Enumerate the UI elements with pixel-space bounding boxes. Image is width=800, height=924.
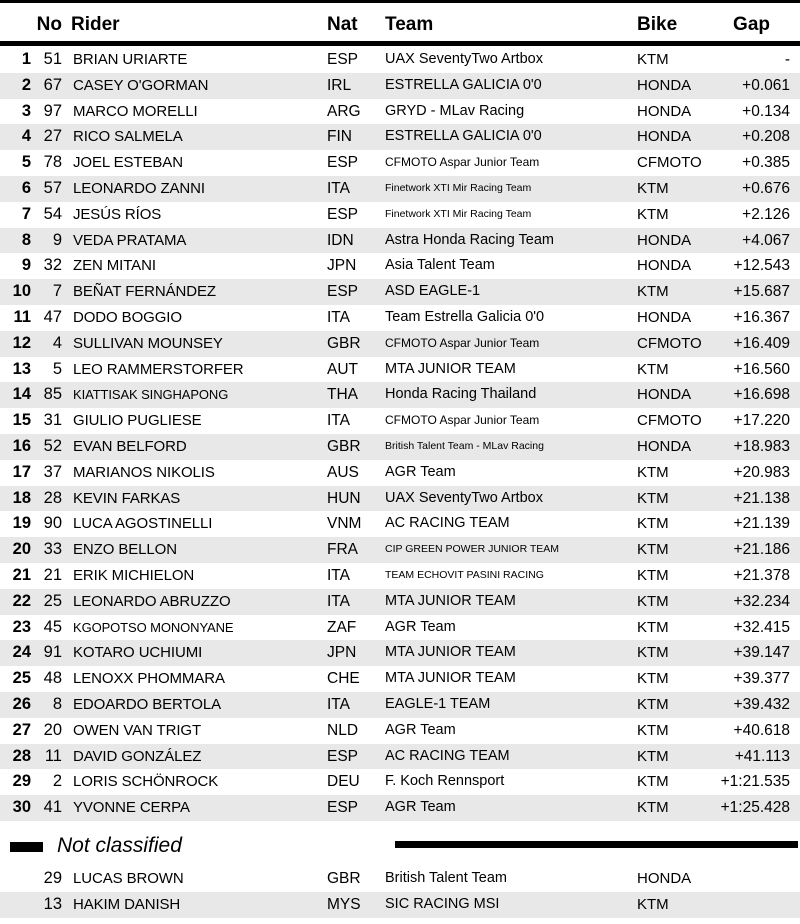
- team-cell: ESTRELLA GALICIA 0'0: [385, 128, 542, 145]
- position-cell: 15: [12, 411, 31, 430]
- position-cell: 17: [12, 462, 31, 481]
- table-row: [0, 615, 800, 641]
- position-cell: 20: [12, 540, 31, 559]
- table-row: [0, 279, 800, 305]
- rider-number-cell: 20: [43, 720, 62, 739]
- gap-cell: +0.385: [742, 154, 790, 172]
- gap-cell: +0.061: [742, 76, 790, 94]
- bike-cell: HONDA: [637, 386, 692, 404]
- bike-cell: KTM: [637, 618, 669, 636]
- position-cell: 21: [12, 565, 31, 584]
- table-row: [0, 718, 800, 744]
- team-cell: ESTRELLA GALICIA 0'0: [385, 76, 542, 93]
- position-cell: 11: [13, 307, 31, 326]
- rider-name-cell: KIATTISAK SINGHAPONG: [73, 387, 229, 403]
- header-rule: [0, 41, 800, 46]
- rider-name-cell: OWEN VAN TRIGT: [73, 721, 202, 739]
- table-row: [0, 537, 800, 563]
- bike-cell: HONDA: [637, 231, 692, 249]
- not-classified-rows: [0, 866, 800, 918]
- rider-name-cell: LORIS SCHÖNROCK: [73, 773, 219, 791]
- header-bike: Bike: [637, 14, 678, 35]
- position-cell: [0, 866, 31, 892]
- table-row: [0, 408, 800, 434]
- table-row: [0, 253, 800, 279]
- position-cell: 29: [12, 772, 31, 791]
- table-row: [0, 769, 800, 795]
- gap-cell: +16.560: [733, 360, 790, 378]
- position-cell: 22: [12, 591, 31, 610]
- rider-name-cell: LEO RAMMERSTORFER: [73, 360, 244, 378]
- rider-name-cell: YVONNE CERPA: [73, 799, 190, 817]
- team-cell: AGR Team: [385, 799, 456, 816]
- rider-number-cell: 13: [43, 894, 62, 913]
- rider-name-cell: JESÚS RÍOS: [73, 205, 162, 223]
- team-cell: MTA JUNIOR TEAM: [385, 360, 516, 377]
- position-cell: 25: [12, 669, 31, 688]
- gap-cell: +39.432: [733, 695, 790, 713]
- bike-cell: KTM: [637, 644, 669, 662]
- nationality-cell: VNM: [327, 515, 362, 533]
- nationality-cell: CHE: [327, 670, 360, 688]
- position-cell: [0, 892, 31, 918]
- team-cell: CIP GREEN POWER JUNIOR TEAM: [385, 543, 560, 556]
- team-cell: SIC RACING MSI: [385, 895, 500, 912]
- table-row: [0, 589, 800, 615]
- header-nat: Nat: [327, 14, 358, 35]
- rider-name-cell: DODO BOGGIO: [73, 308, 182, 326]
- team-cell: TEAM ECHOVIT PASINI RACING: [385, 568, 544, 581]
- section-bar: [395, 841, 798, 848]
- table-row: [0, 692, 800, 718]
- bike-cell: HONDA: [637, 102, 692, 120]
- team-cell: AC RACING TEAM: [385, 747, 510, 764]
- gap-cell: +39.147: [733, 644, 790, 662]
- gap-cell: +32.415: [733, 618, 790, 636]
- position-cell: 28: [12, 746, 31, 765]
- team-cell: AC RACING TEAM: [385, 515, 510, 532]
- table-row: [0, 331, 800, 357]
- rider-number-cell: 8: [52, 694, 62, 713]
- nationality-cell: MYS: [327, 895, 361, 913]
- gap-cell: +18.983: [733, 437, 790, 455]
- rider-number-cell: 2: [52, 772, 62, 791]
- nationality-cell: HUN: [327, 489, 361, 507]
- nationality-cell: AUS: [327, 463, 359, 481]
- nationality-cell: ITA: [327, 592, 350, 610]
- rider-name-cell: BRIAN URIARTE: [73, 51, 188, 68]
- table-row: [0, 305, 800, 331]
- bike-cell: KTM: [637, 895, 669, 913]
- table-row: [0, 228, 800, 254]
- nationality-cell: ZAF: [327, 618, 357, 636]
- team-cell: CFMOTO Aspar Junior Team: [385, 413, 540, 428]
- gap-cell: +2.126: [742, 205, 790, 223]
- rider-number-cell: 25: [43, 591, 62, 610]
- position-cell: 24: [12, 643, 31, 662]
- nationality-cell: JPN: [327, 257, 357, 275]
- bike-cell: HONDA: [637, 128, 692, 146]
- position-cell: 13: [12, 359, 31, 378]
- nationality-cell: ESP: [327, 799, 359, 817]
- position-cell: 23: [12, 617, 31, 636]
- bike-cell: KTM: [637, 592, 669, 610]
- nationality-cell: NLD: [327, 721, 359, 739]
- bike-cell: KTM: [637, 566, 669, 584]
- rider-name-cell: SULLIVAN MOUNSEY: [73, 334, 223, 352]
- nationality-cell: ARG: [327, 102, 361, 120]
- rider-name-cell: EVAN BELFORD: [73, 437, 187, 455]
- bike-cell: KTM: [637, 721, 669, 739]
- header-rider: Rider: [71, 14, 120, 35]
- bike-cell: KTM: [637, 179, 669, 197]
- table-row: [0, 486, 800, 512]
- team-cell: Honda Racing Thailand: [385, 386, 537, 403]
- bike-cell: CFMOTO: [637, 334, 702, 352]
- rider-name-cell: VEDA PRATAMA: [73, 231, 187, 249]
- rider-number-cell: 37: [43, 462, 62, 481]
- nationality-cell: FIN: [327, 128, 352, 146]
- team-cell: British Talent Team - MLav Racing: [385, 439, 544, 452]
- rider-number-cell: 28: [43, 488, 62, 507]
- rider-name-cell: JOEL ESTEBAN: [73, 154, 183, 172]
- nationality-cell: GBR: [327, 437, 361, 455]
- header-team: Team: [385, 14, 434, 35]
- table-row: [0, 202, 800, 228]
- table-row: [0, 795, 800, 821]
- rider-number-cell: 31: [43, 411, 62, 430]
- rider-name-cell: LEONARDO ABRUZZO: [73, 592, 231, 610]
- table-row: [0, 892, 800, 918]
- position-cell: 14: [12, 385, 31, 404]
- not-classified-label: Not classified: [57, 834, 182, 857]
- nationality-cell: FRA: [327, 541, 358, 559]
- bike-cell: KTM: [637, 799, 669, 817]
- bike-cell: KTM: [637, 463, 669, 481]
- rider-name-cell: LUCAS BROWN: [73, 870, 184, 887]
- gap-cell: +21.138: [733, 489, 790, 507]
- rider-name-cell: GIULIO PUGLIESE: [73, 412, 202, 430]
- rider-number-cell: 45: [43, 617, 62, 636]
- top-rule: [0, 0, 800, 3]
- position-cell: 26: [12, 694, 31, 713]
- nationality-cell: ESP: [327, 283, 359, 301]
- team-cell: Asia Talent Team: [385, 257, 495, 274]
- position-cell: 10: [12, 282, 31, 301]
- position-cell: 6: [21, 178, 31, 197]
- table-row: [0, 382, 800, 408]
- nationality-cell: AUT: [327, 360, 358, 378]
- rider-number-cell: 48: [43, 669, 62, 688]
- table-row: [0, 73, 800, 99]
- rider-name-cell: EDOARDO BERTOLA: [73, 695, 221, 713]
- rider-name-cell: HAKIM DANISH: [73, 895, 181, 913]
- bike-cell: KTM: [637, 283, 669, 301]
- nationality-cell: ITA: [327, 179, 350, 197]
- team-cell: EAGLE-1 TEAM: [385, 695, 491, 712]
- gap-cell: +0.676: [742, 179, 790, 197]
- rider-name-cell: KGOPOTSO MONONYANE: [73, 619, 234, 635]
- nationality-cell: ESP: [327, 154, 359, 172]
- rider-name-cell: LUCA AGOSTINELLI: [73, 515, 213, 533]
- position-cell: 30: [12, 798, 31, 817]
- position-cell: 18: [12, 488, 31, 507]
- rider-name-cell: BEÑAT FERNÁNDEZ: [73, 283, 216, 301]
- nationality-cell: ESP: [327, 205, 359, 223]
- team-cell: CFMOTO Aspar Junior Team: [385, 155, 540, 170]
- nationality-cell: IDN: [327, 231, 354, 249]
- rider-number-cell: 7: [52, 282, 62, 301]
- gap-cell: +1:25.428: [720, 799, 790, 817]
- rider-name-cell: RICO SALMELA: [73, 128, 183, 146]
- rider-name-cell: MARIANOS NIKOLIS: [73, 463, 215, 481]
- header-no: No: [36, 14, 62, 35]
- team-cell: Astra Honda Racing Team: [385, 231, 554, 248]
- rider-name-cell: ENZO BELLON: [73, 541, 177, 559]
- rider-name-cell: KOTARO UCHIUMI: [73, 644, 203, 662]
- position-cell: 2: [21, 75, 31, 94]
- rider-number-cell: 91: [43, 643, 62, 662]
- rider-name-cell: ERIK MICHIELON: [73, 566, 195, 584]
- team-cell: CFMOTO Aspar Junior Team: [385, 335, 540, 350]
- position-cell: 5: [21, 153, 31, 172]
- rider-name-cell: CASEY O'GORMAN: [73, 76, 209, 94]
- rider-number-cell: 52: [43, 436, 62, 455]
- nationality-cell: ITA: [327, 308, 350, 326]
- table-row: [0, 666, 800, 692]
- team-cell: AGR Team: [385, 463, 456, 480]
- gap-cell: +40.618: [733, 721, 790, 739]
- gap-cell: +16.409: [733, 334, 790, 352]
- gap-cell: +16.698: [733, 386, 790, 404]
- rider-number-cell: 27: [43, 127, 62, 146]
- position-cell: 9: [21, 256, 31, 275]
- bike-cell: KTM: [637, 541, 669, 559]
- rider-number-cell: 90: [43, 514, 62, 533]
- gap-cell: +0.208: [742, 128, 790, 146]
- gap-cell: +39.377: [733, 670, 790, 688]
- team-cell: ASD EAGLE-1: [385, 283, 481, 300]
- rider-number-cell: 51: [43, 50, 62, 68]
- rider-number-cell: 97: [43, 101, 62, 120]
- gap-cell: +16.367: [733, 308, 790, 326]
- position-cell: 19: [12, 514, 31, 533]
- table-row: [0, 744, 800, 770]
- table-row: [0, 47, 800, 73]
- nationality-cell: GBR: [327, 334, 361, 352]
- gap-cell: +41.113: [734, 747, 790, 765]
- bike-cell: KTM: [637, 51, 669, 68]
- team-cell: F. Koch Rennsport: [385, 773, 505, 790]
- bike-cell: KTM: [637, 773, 669, 791]
- table-row: [0, 640, 800, 666]
- bike-cell: KTM: [637, 670, 669, 688]
- bike-cell: KTM: [637, 515, 669, 533]
- team-cell: GRYD - MLav Racing: [385, 102, 525, 119]
- position-cell: 4: [21, 127, 31, 146]
- section-dash: [10, 842, 43, 852]
- nationality-cell: JPN: [327, 644, 357, 662]
- nationality-cell: DEU: [327, 773, 360, 791]
- rider-number-cell: 67: [43, 75, 62, 94]
- table-row: [0, 357, 800, 383]
- table-row: [0, 460, 800, 486]
- rider-number-cell: 9: [52, 230, 62, 249]
- gap-cell: +20.983: [733, 463, 790, 481]
- table-row: [0, 434, 800, 460]
- position-cell: 1: [21, 50, 31, 68]
- bike-cell: KTM: [637, 695, 669, 713]
- nationality-cell: IRL: [327, 76, 352, 94]
- bike-cell: CFMOTO: [637, 154, 702, 172]
- table-row: [0, 150, 800, 176]
- rider-name-cell: ZEN MITANI: [73, 257, 156, 275]
- gap-cell: +21.139: [733, 515, 790, 533]
- bike-cell: KTM: [637, 205, 669, 223]
- bike-cell: KTM: [637, 747, 669, 765]
- gap-cell: +1:21.535: [720, 773, 790, 791]
- bike-cell: HONDA: [637, 76, 692, 94]
- position-cell: 16: [12, 436, 31, 455]
- table-row: [0, 563, 800, 589]
- table-row: [0, 176, 800, 202]
- rider-number-cell: 57: [43, 178, 62, 197]
- bike-cell: HONDA: [637, 257, 692, 275]
- gap-cell: [660, 892, 790, 918]
- team-cell: MTA JUNIOR TEAM: [385, 670, 516, 687]
- classified-rows: [0, 47, 800, 821]
- rider-name-cell: LENOXX PHOMMARA: [73, 670, 225, 688]
- team-cell: Team Estrella Galicia 0'0: [385, 308, 545, 325]
- nationality-cell: THA: [327, 386, 358, 404]
- gap-cell: +4.067: [742, 231, 790, 249]
- table-row: [0, 866, 800, 892]
- rider-number-cell: 47: [43, 307, 62, 326]
- rider-number-cell: 54: [43, 204, 62, 223]
- rider-number-cell: 5: [52, 359, 62, 378]
- rider-number-cell: 32: [43, 256, 62, 275]
- rider-number-cell: 11: [44, 746, 62, 765]
- gap-cell: +17.220: [733, 412, 790, 430]
- nationality-cell: GBR: [327, 870, 361, 887]
- team-cell: AGR Team: [385, 721, 456, 738]
- rider-number-cell: 4: [52, 333, 62, 352]
- nationality-cell: ITA: [327, 695, 350, 713]
- team-cell: UAX SeventyTwo Artbox: [385, 51, 543, 67]
- nationality-cell: ITA: [327, 566, 350, 584]
- team-cell: Finetwork XTI Mir Racing Team: [385, 181, 532, 194]
- bike-cell: HONDA: [637, 437, 692, 455]
- table-row: [0, 99, 800, 125]
- rider-name-cell: DAVID GONZÁLEZ: [73, 747, 202, 765]
- gap-cell: +32.234: [733, 592, 790, 610]
- gap-cell: +21.186: [733, 541, 790, 559]
- nationality-cell: ESP: [327, 747, 359, 765]
- nationality-cell: ITA: [327, 412, 350, 430]
- gap-cell: +15.687: [733, 283, 790, 301]
- team-cell: Finetwork XTI Mir Racing Team: [385, 207, 532, 220]
- gap-cell: +21.378: [733, 566, 790, 584]
- rider-number-cell: 41: [43, 798, 62, 817]
- team-cell: MTA JUNIOR TEAM: [385, 644, 516, 661]
- gap-cell: [660, 866, 790, 892]
- rider-name-cell: KEVIN FARKAS: [73, 489, 181, 507]
- rider-number-cell: 78: [43, 153, 62, 172]
- position-cell: 3: [21, 101, 31, 120]
- bike-cell: KTM: [637, 360, 669, 378]
- gap-cell: +0.134: [742, 102, 790, 120]
- rider-number-cell: 85: [43, 385, 62, 404]
- bike-cell: KTM: [637, 489, 669, 507]
- position-cell: 12: [12, 333, 31, 352]
- rider-number-cell: 21: [43, 565, 62, 584]
- rider-name-cell: MARCO MORELLI: [73, 102, 198, 120]
- team-cell: UAX SeventyTwo Artbox: [385, 489, 543, 506]
- team-cell: AGR Team: [385, 618, 456, 635]
- bike-cell: HONDA: [637, 308, 692, 326]
- bike-cell: HONDA: [637, 870, 692, 887]
- bike-cell: CFMOTO: [637, 412, 702, 430]
- table-row: [0, 511, 800, 537]
- header-gap: Gap: [733, 14, 770, 35]
- gap-cell: +12.543: [733, 257, 790, 275]
- team-cell: MTA JUNIOR TEAM: [385, 592, 516, 609]
- nationality-cell: ESP: [327, 51, 359, 68]
- position-cell: 8: [21, 230, 31, 249]
- table-row: [0, 124, 800, 150]
- position-cell: 7: [21, 204, 31, 223]
- rider-name-cell: LEONARDO ZANNI: [73, 179, 205, 197]
- position-cell: 27: [12, 720, 31, 739]
- team-cell: British Talent Team: [385, 870, 507, 886]
- gap-cell: -: [784, 51, 790, 68]
- rider-number-cell: 33: [43, 540, 62, 559]
- rider-number-cell: 29: [43, 869, 62, 887]
